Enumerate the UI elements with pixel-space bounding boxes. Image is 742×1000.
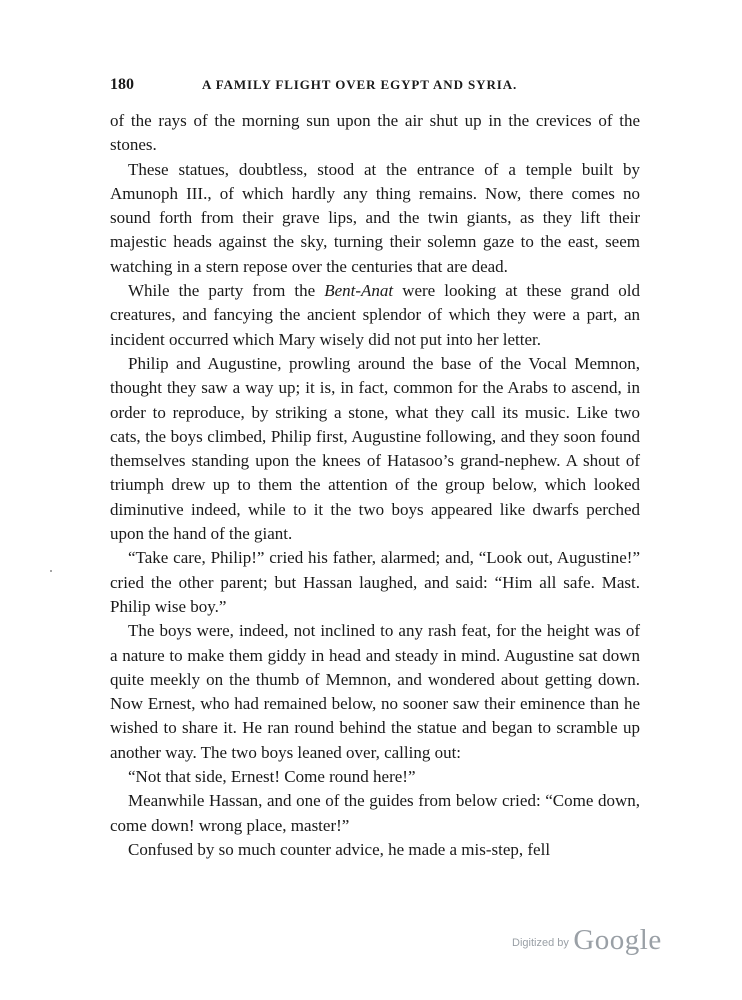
paragraph-3-before: While the party from the xyxy=(128,281,325,301)
paragraph-5: “Take care, Philip!” cried his father, alarmed; and, “Look out, Augustine!” cried the other parent; but Hassan laughed, and said: “Him all safe. Mast. Philip wise boy.” xyxy=(110,548,640,616)
boat-name: Bent-Anat xyxy=(324,281,394,301)
digitized-watermark xyxy=(512,924,662,957)
paragraph-7: “Not that side, Ernest! Come round here!” xyxy=(128,767,416,787)
paragraph-2: These statues, doubtless, stood at the entrance of a temple built by Amunoph III., of which hardly any thing remains. Now, there comes no sound forth from their grave lips, and the twin giants, as they lift their majestic heads against the sky, turning their solemn gaze to the east, seem watching in a stern repose over the centuries that are dead. xyxy=(110,159,640,276)
paragraph-1: of the rays of the morning sun upon the air shut up in the crevices of the stones. xyxy=(110,111,640,155)
paragraph-9: Confused by so much counter advice, he made a mis-step, fell xyxy=(128,839,551,859)
scan-speck xyxy=(50,570,52,572)
paragraph-8: Meanwhile Hassan, and one of the guides from below cried: “Come down, come down! wrong place, master!” xyxy=(110,791,640,835)
paragraph-3-after: were looking at these grand old creatures, and fancying the ancient splendor of which they were a part, an incident occurred which Mary wisely did not put into her letter. xyxy=(110,281,640,349)
google-logo: Google xyxy=(573,924,662,956)
paragraph-6: The boys were, indeed, not inclined to any rash feat, for the height was of a nature to make them giddy in head and steady in mind. Augustine sat down quite meekly on the thumb of Memnon, and wondered about getting down. Now Ernest, who had remained below, no sooner saw their eminence than he wished to share it. He ran round behind the statue and began to scramble up another way. The two boys leaned over, calling out: xyxy=(110,621,640,762)
body-text xyxy=(110,109,640,862)
page-number: 180 xyxy=(110,76,134,93)
running-head: A FAMILY FLIGHT OVER EGYPT AND SYRIA. xyxy=(202,77,518,92)
paragraph-3 xyxy=(110,279,640,352)
page-header xyxy=(110,76,640,100)
paragraph-4: Philip and Augustine, prowling around the base of the Vocal Memnon, thought they saw a way up; it is, in fact, common for the Arabs to ascend, in order to reproduce, by striking a stone, what they call its music. Like two cats, the boys climbed, Philip first, Augustine following, and they soon found themselves standing upon the knees of Hatasoo’s grand-nephew. A shout of triumph drew up to them the attention of the group below, which looked diminutive indeed, while to it the two boys appeared like dwarfs perched upon the hand of the giant. xyxy=(110,353,640,544)
watermark-prefix: Digitized by xyxy=(512,937,569,949)
